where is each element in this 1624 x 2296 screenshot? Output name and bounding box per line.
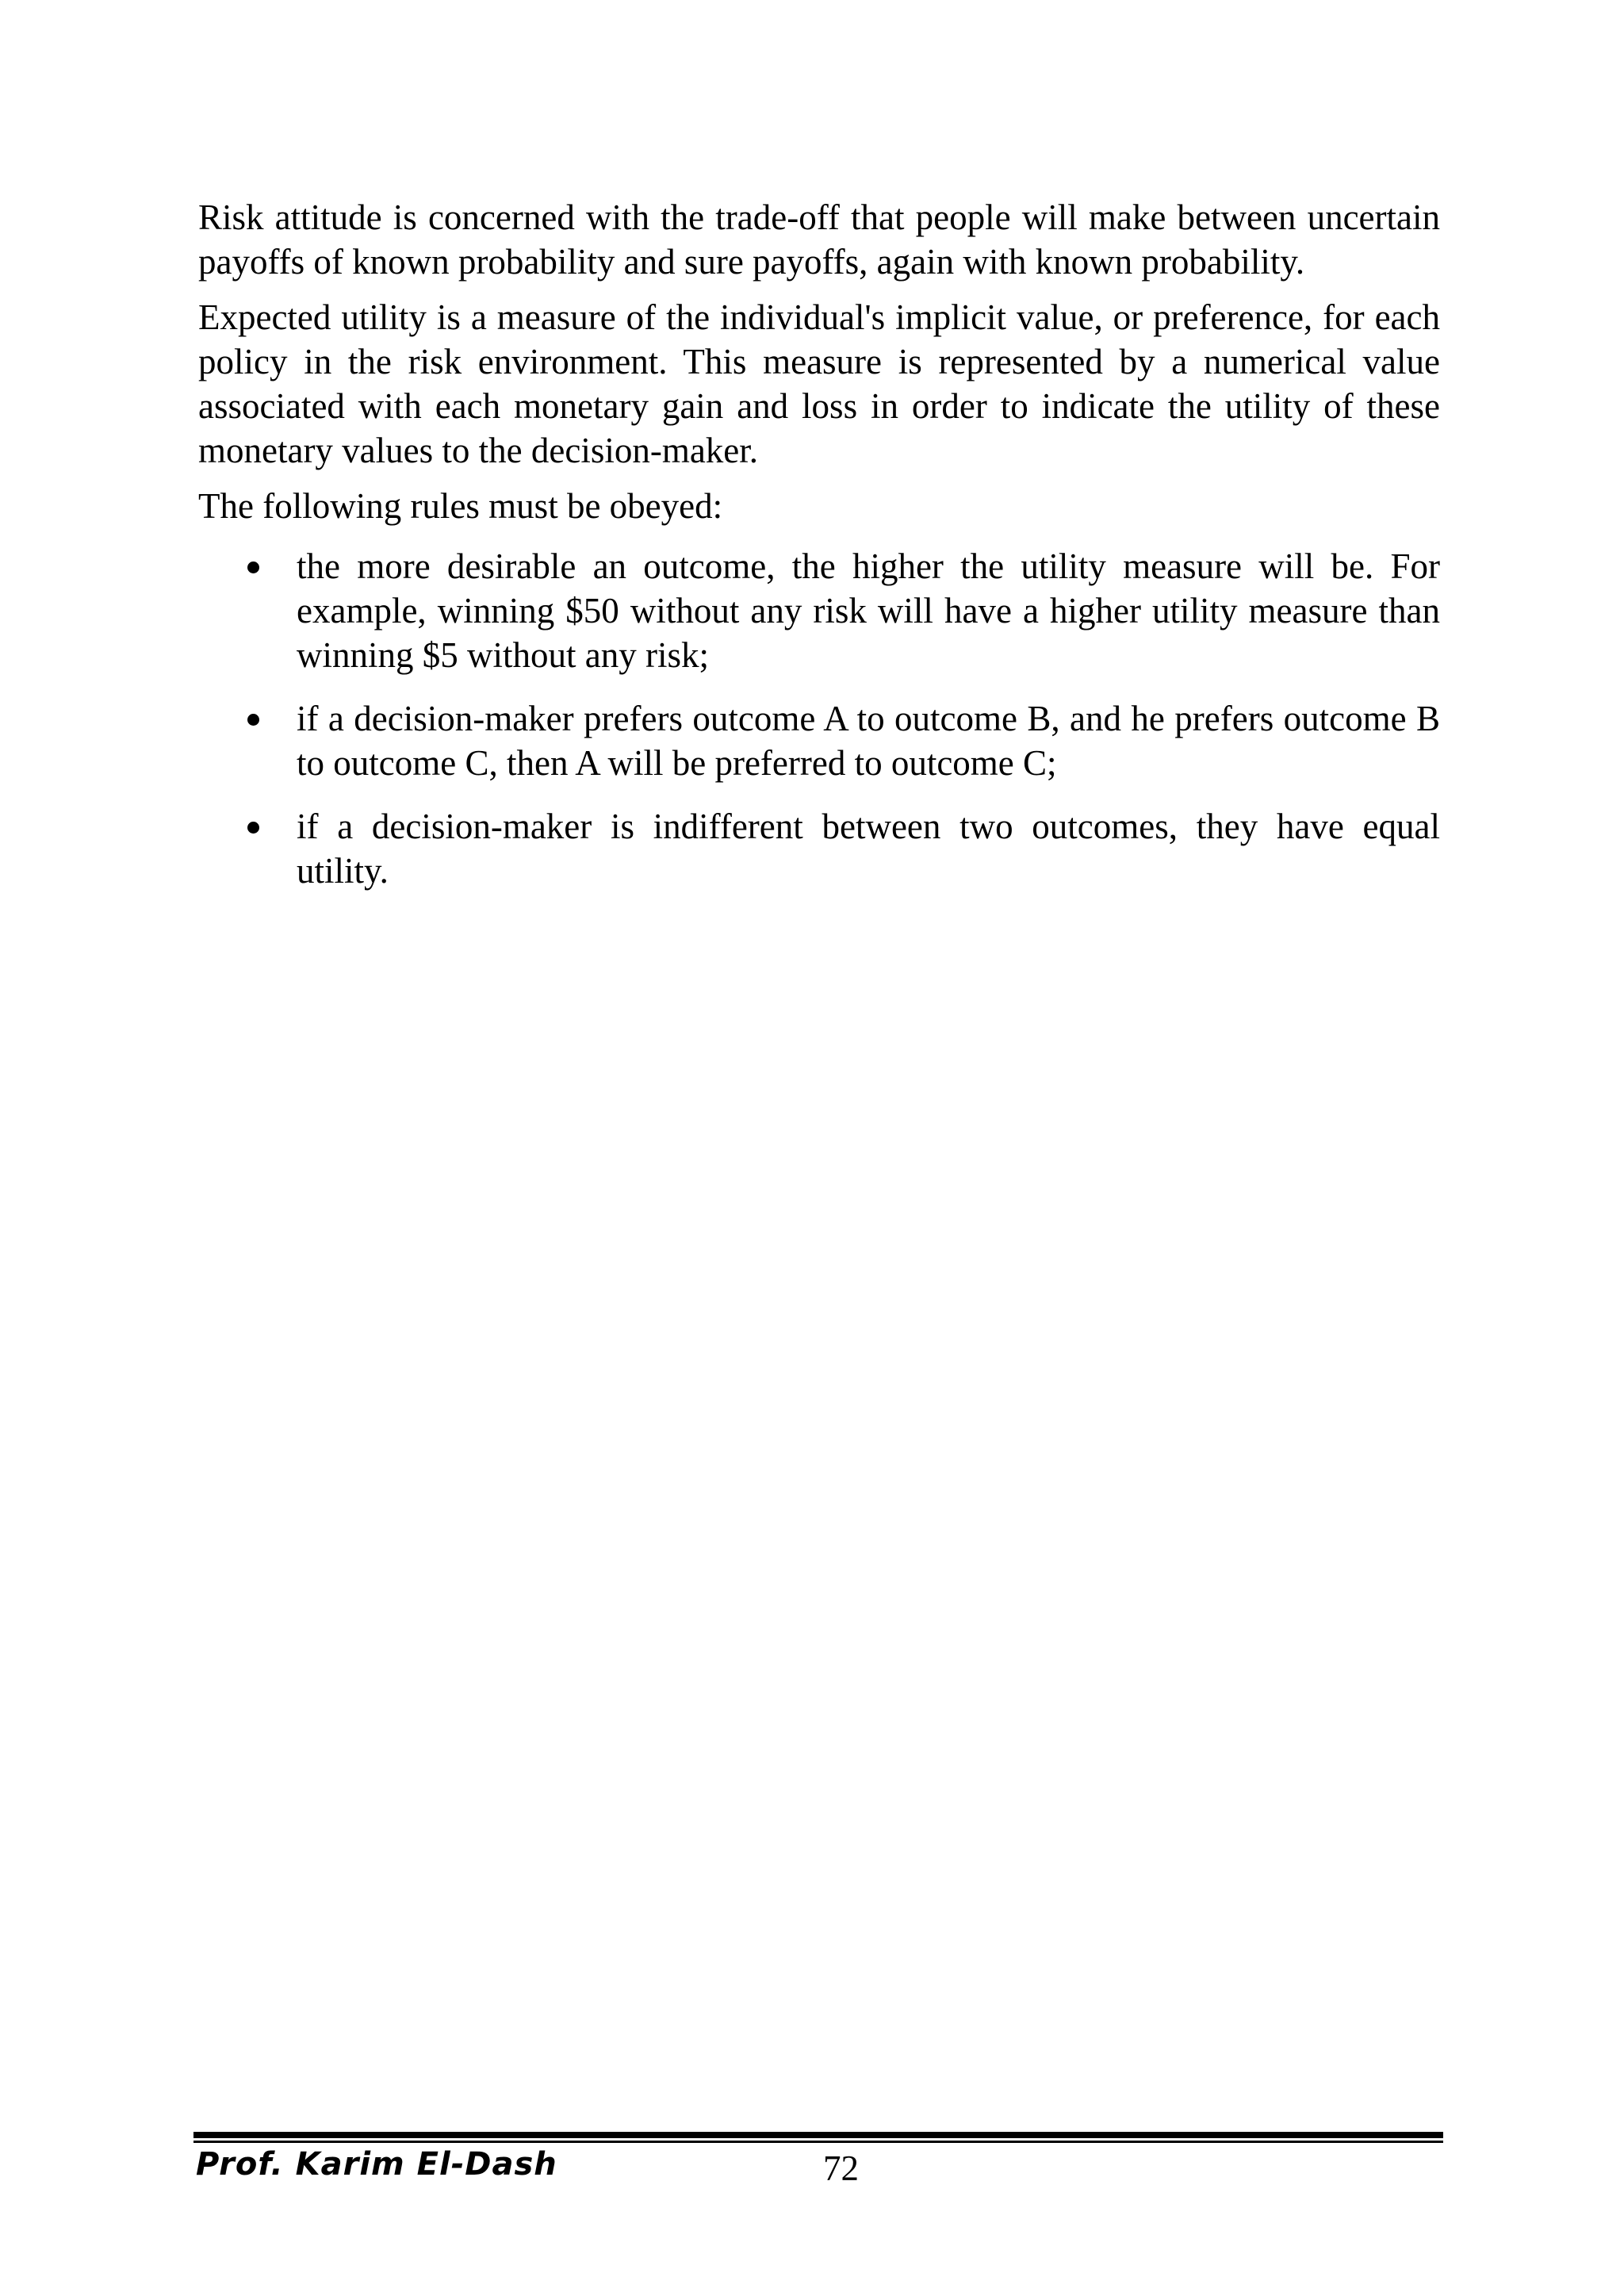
list-item bbox=[198, 544, 1440, 677]
bullet-icon bbox=[247, 822, 259, 834]
bullet-icon bbox=[247, 714, 259, 726]
page-number: 72 bbox=[823, 2148, 859, 2188]
rule-text: if a decision-maker is indifferent between two outcomes, they have equal utility. bbox=[297, 807, 1440, 891]
paragraph-risk-attitude: Risk attitude is concerned with the trade-off that people will make between uncertain payoffs of known probability and sure payoffs, again with known probability. bbox=[198, 197, 1440, 282]
rule-text: if a decision-maker prefers outcome A to outcome B, and he prefers outcome B to outcome C, then A will be preferred to outcome C; bbox=[297, 699, 1440, 783]
page-body bbox=[198, 195, 1440, 912]
footer-author: Prof. Karim El-Dash bbox=[196, 2146, 557, 2183]
rules-list bbox=[198, 544, 1440, 893]
paragraph-expected-utility: Expected utility is a measure of the individual's implicit value, or preference, for each policy in the risk environment. This measure is represented by a numerical value associated with each monetary gain and loss in order to indicate the utility of these monetary values to the decision-maker. bbox=[198, 297, 1440, 470]
footer-divider-thin bbox=[193, 2141, 1443, 2143]
list-item bbox=[198, 804, 1440, 893]
rules-intro: The following rules must be obeyed: bbox=[198, 486, 723, 526]
list-item bbox=[198, 696, 1440, 785]
bullet-icon bbox=[247, 562, 259, 573]
footer-divider-thick bbox=[193, 2132, 1443, 2138]
rule-text: the more desirable an outcome, the higher the utility measure will be. For example, winning $50 without any risk will have a higher utility measure than winning $5 without any risk; bbox=[297, 546, 1440, 675]
